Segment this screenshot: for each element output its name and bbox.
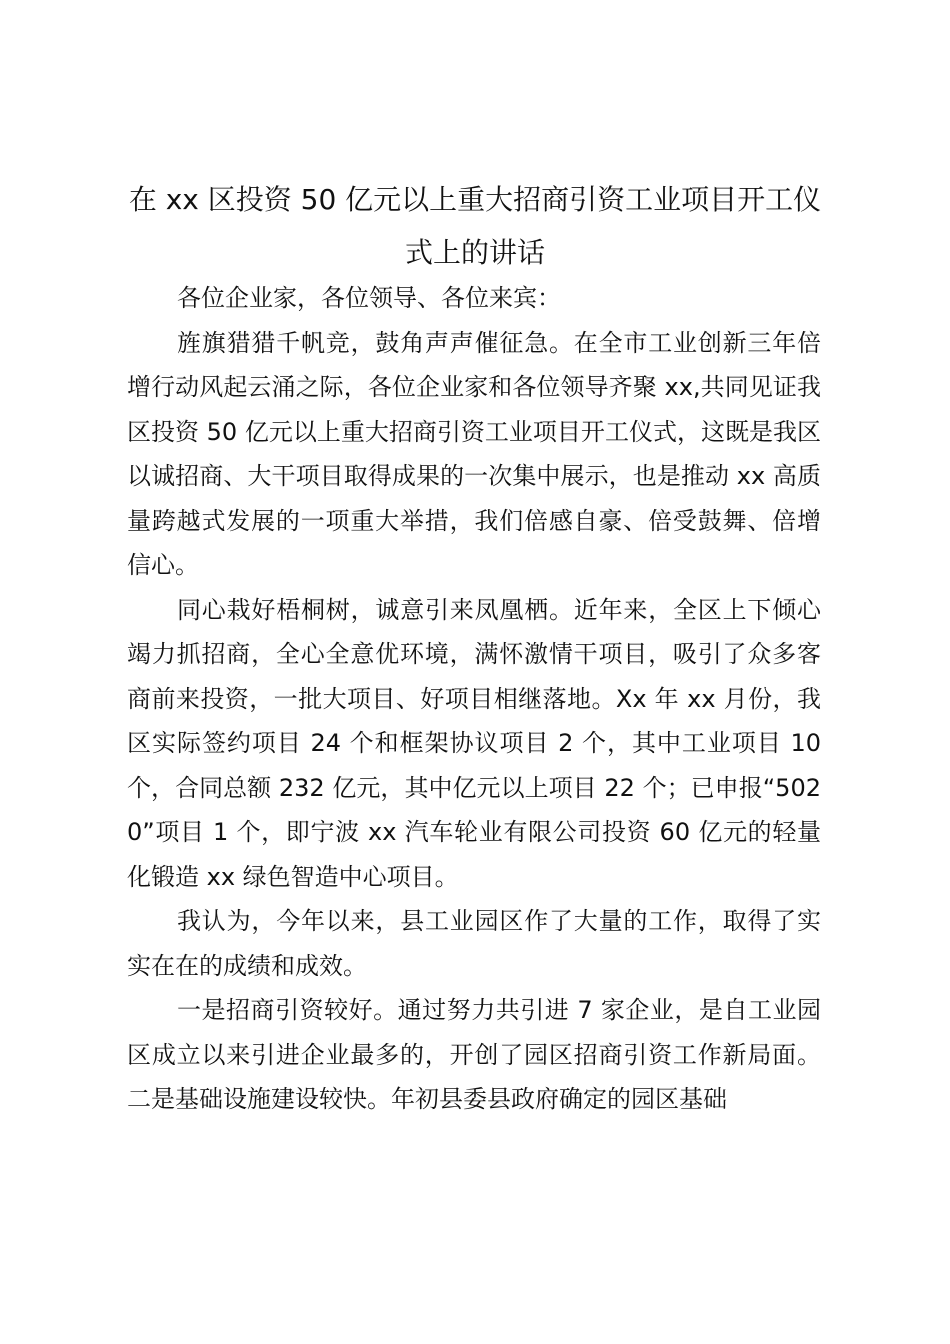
document-title: 在 xx 区投资 50 亿元以上重大招商引资工业项目开工仪式上的讲话 bbox=[128, 183, 822, 269]
body-paragraph: 我认为，今年以来，县工业园区作了大量的工作，取得了实实在在的成绩和成效。 bbox=[127, 907, 821, 980]
document-body bbox=[127, 276, 821, 1122]
body-paragraph: 一是招商引资较好。通过努力共引进 7 家企业，是自工业园区成立以来引进企业最多的，开创了园区招商引资工作新局面。二是基础设施建设较快。年初县委县政府确定的园区基础 bbox=[127, 996, 821, 1113]
salutation-paragraph: 各位企业家，各位领导、各位来宾： bbox=[177, 284, 561, 312]
body-paragraph: 同心栽好梧桐树，诚意引来凤凰栖。近年来，全区上下倾心竭力抓招商，全心全意优环境，满怀激情干项目，吸引了众多客商前来投资，一批大项目、好项目相继落地。Xx 年 xx 月份，我区实际签约项目 24 个和框架协议项目 2 个，其中工业项目 10 个，合同总额 232 亿元，其中亿元以上项目 22 个；已申报“5020”项目 1 个，即宁波 xx 汽车轮业有限公司投资 60 亿元的轻量化锻造 xx 绿色智造中心项目。 bbox=[127, 595, 821, 891]
body-paragraph: 旌旗猎猎千帆竞，鼓角声声催征急。在全市工业创新三年倍增行动风起云涌之际，各位企业家和各位领导齐聚 xx,共同见证我区投资 50 亿元以上重大招商引资工业项目开工仪式，这既是我区以诚招商、大干项目取得成果的一次集中展示，也是推动 xx 高质量跨越式发展的一项重大举措，我们倍感自豪、倍受鼓舞、倍增信心。 bbox=[127, 328, 821, 579]
